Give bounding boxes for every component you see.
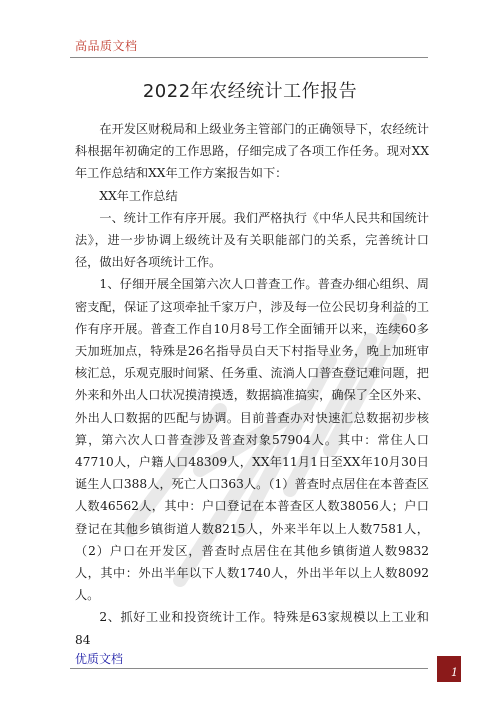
paragraph-section-one: 一、统计工作有序开展。我们严格执行《中华人民共和国统计法》，进一步协调上级统计及有关职能部门的关系，完善统计口径，做出好各项统计工作。 (75, 210, 429, 270)
page-number: 1 (451, 666, 458, 679)
footer-label: 优质文档 (75, 652, 124, 666)
paragraph-intro: 在开发区财税局和上级业务主管部门的正确领导下，农经统计科根据年初确定的工作思路，仔细完成了各项工作任务。现对XX年工作总结和XX年工作方案报告如下： (75, 122, 429, 181)
header-divider (70, 57, 428, 58)
header-label: 高品质文档 (75, 39, 138, 53)
document-title: 2022年农经统计工作报告 (142, 81, 358, 102)
footer-divider (70, 668, 428, 669)
paragraph-section-heading: XX年工作总结 (99, 188, 178, 203)
paragraph-industry: 2、抓好工业和投资统计工作。特殊是63家规模以上工业和84 (75, 610, 429, 647)
document-body (75, 118, 429, 651)
paragraph-census: 1、仔细开展全国第六次人口普查工作。普查办细心组织、周密支配，保证了这项牵扯千家万户，涉及每一位公民切身利益的工作有序开展。普查工作自10月8号工作全面铺开以来，连续60多天加班加点，特殊是26名指导员白天下村指导业务，晚上加班审核汇总，乐观克服时间紧、任务重、流淌人口普查登记难问题，把外来和外出人口状况摸清摸透，数据搞准搞实，确保了全区外来、外出人口数据的匹配与协调。目前普查办对快速汇总数据初步核算，第六次人口普查涉及普查对象57904人。其中：常住人口47710人，户籍人口48309人，XX年11月1日至XX年10月30日诞生人口388人，死亡人口363人。（1）普查时点居住在本普查区人数46562人，其中：户口登记在本普查区人数38056人；户口登记在其他乡镇街道人数8215人，外来半年以上人数7581人，（2）户口在开发区，普查时点居住在其他乡镇街道人数9832人，其中：外出半年以下人数1740人，外出半年以上人数8092人。 (75, 277, 429, 603)
page-number-badge (437, 656, 461, 682)
